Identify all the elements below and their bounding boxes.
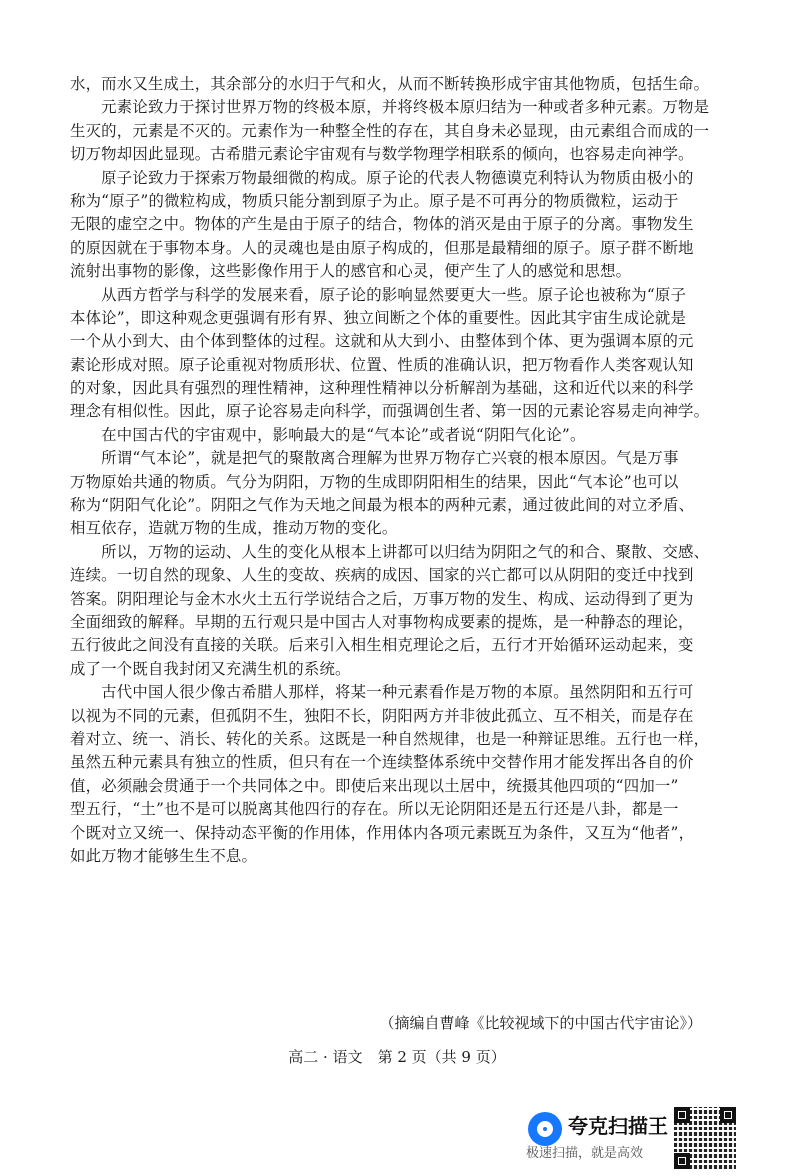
scanner-watermark bbox=[524, 1103, 774, 1169]
scanner-slogan: 极速扫描，就是高效 bbox=[526, 1146, 644, 1161]
text-line: 一个从小到大、由个体到整体的过程。这就和从大到小、由整体到个体、更为强调本原的元 bbox=[70, 332, 694, 351]
text-line: 值，必须融会贯通于一个共同体之中。即使后来出现以土居中，统摄其他四项的“四加一” bbox=[70, 776, 679, 795]
text-line: 所谓“气本论”，就是把气的聚散离合理解为世界万物存亡兴衰的根本原因。气是万事 bbox=[70, 449, 679, 468]
text-line: 称为“阴阳气化论”。阴阳之气作为天地之间最为根本的两种元素，通过彼此间的对立矛盾、 bbox=[70, 496, 695, 515]
text-line: 的对象，因此具有强烈的理性精神，这种理性精神以分析解剖为基础，这和近代以来的科学 bbox=[70, 379, 694, 398]
text-line: 切万物却因此显现。古希腊元素论宇宙观有与数学物理学相联系的倾向，也容易走向神学。 bbox=[70, 145, 694, 164]
text-line: 相互依存，造就万物的生成，推动万物的变化。 bbox=[70, 519, 398, 538]
text-line: 全面细致的解释。早期的五行观只是中国古人对事物构成要素的提炼，是一种静态的理论， bbox=[70, 612, 694, 631]
text-line: 如此万物才能够生生不息。 bbox=[70, 846, 258, 865]
text-line: 无限的虚空之中。物体的产生是由于原子的结合，物体的消灭是由于原子的分离。事物发生 bbox=[70, 215, 694, 234]
text-line: 以视为不同的元素，但孤阴不生，独阳不长，阴阳两方并非彼此孤立、互不相关，而是存在 bbox=[70, 706, 694, 725]
text-line: 个既对立又统一、保持动态平衡的作用体，作用体内各项元素既互为条件，又互为“他者”， bbox=[70, 823, 695, 842]
quark-logo-icon bbox=[528, 1112, 562, 1146]
text-line: 万物原始共通的物质。气分为阴阳，万物的生成即阴阳相生的结果，因此“气本论”也可以 bbox=[70, 472, 679, 491]
text-line: 答案。阴阳理论与金木水火土五行学说结合之后，万事万物的发生、构成、运动得到了更为 bbox=[70, 589, 694, 608]
text-line: 连续。一切自然的现象、人生的变故、疾病的成因、国家的兴亡都可以从阴阳的变迁中找到 bbox=[70, 566, 694, 585]
text-line: 素论形成对照。原子论重视对物质形状、位置、性质的准确认识，把万物看作人类客观认知 bbox=[70, 355, 694, 374]
text-line: 在中国古代的宇宙观中，影响最大的是“气本论”或者说“阴阳气化论”。 bbox=[70, 425, 586, 444]
text-line: 从西方哲学与科学的发展来看，原子论的影响显然要更大一些。原子论也被称为“原子 bbox=[70, 285, 687, 304]
text-line: 流射出事物的影像，这些影像作用于人的感官和心灵，便产生了人的感觉和思想。 bbox=[70, 262, 632, 281]
text-line: 虽然五种元素具有独立的性质，但只有在一个连续整体系统中交替作用才能发挥出各自的价 bbox=[70, 753, 694, 772]
passage-text bbox=[70, 73, 710, 868]
text-line: 理念有相似性。因此，原子论容易走向科学，而强调创生者、第一因的元素论容易走向神学。 bbox=[70, 402, 710, 421]
text-line: 水，而水又生成土，其余部分的水归于气和火，从而不断转换形成宇宙其他物质，包括生命。 bbox=[70, 75, 710, 93]
text-line: 称为“原子”的微粒构成，物质只能分割到原子为止。原子是不可再分的物质微粒，运动于 bbox=[70, 191, 679, 210]
text-line: 原子论致力于探索万物最细微的构成。原子论的代表人物德谟克利特认为物质由极小的 bbox=[70, 168, 694, 187]
text-line: 型五行，“土”也不是可以脱离其他四行的存在。所以无论阴阳还是五行还是八卦，都是一 bbox=[70, 800, 679, 819]
page-footer: 高二 · 语文 第 2 页（共 9 页） bbox=[288, 1048, 506, 1066]
text-line: 古代中国人很少像古希腊人那样，将某一种元素看作是万物的本原。虽然阴阳和五行可 bbox=[70, 683, 694, 702]
text-line: 所以，万物的运动、人生的变化从根本上讲都可以归结为阴阳之气的和合、聚散、交感、 bbox=[70, 542, 710, 561]
source-citation: （摘编自曹峰《比较视域下的中国古代宇宙论》） bbox=[379, 1014, 702, 1032]
text-line: 的原因就在于事物本身。人的灵魂也是由原子构成的，但那是最精细的原子。原子群不断地 bbox=[70, 238, 694, 257]
text-line: 生灭的，元素是不灭的。元素作为一种整全性的存在，其自身未必显现，由元素组合而成的一 bbox=[70, 121, 710, 140]
text-line: 五行彼此之间没有直接的关联。后来引入相生相克理论之后，五行才开始循环运动起来，变 bbox=[70, 636, 694, 655]
text-line: 成了一个既自我封闭又充满生机的系统。 bbox=[70, 659, 351, 678]
qr-code-icon bbox=[674, 1107, 736, 1169]
text-line: 着对立、统一、消长、转化的关系。这既是一种自然规律，也是一种辩证思维。五行也一样， bbox=[70, 729, 710, 748]
text-line: 元素论致力于探讨世界万物的终极本原，并将终极本原归结为一种或者多种元素。万物是 bbox=[70, 98, 710, 117]
text-line: 本体论”，即这种观念更强调有形有界、独立间断之个体的重要性。因此其宇宙生成论就是 bbox=[70, 308, 687, 327]
scanner-app-name: 夸克扫描王 bbox=[568, 1114, 668, 1138]
